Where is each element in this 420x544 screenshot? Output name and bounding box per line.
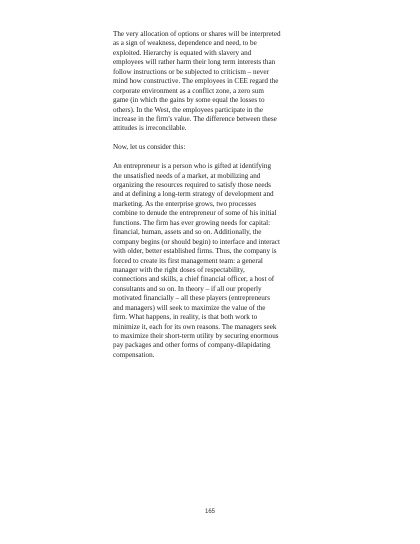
text-line: with older, better established firms. Thus, the company is bbox=[113, 247, 277, 256]
text-line: financial, human, assets and so on. Additionally, the bbox=[113, 228, 262, 237]
text-line: minimize it, each for its own reasons. The managers seek bbox=[113, 322, 277, 331]
text-line: consultants and so on. In theory – if all our properly bbox=[113, 284, 262, 293]
paragraph bbox=[113, 162, 310, 360]
paragraph bbox=[113, 30, 310, 134]
text-line: employees will rather harm their long term interests than bbox=[113, 58, 276, 67]
text-line: to maximize their short-term utility by securing enormous bbox=[113, 332, 279, 340]
text-line: compensation. bbox=[113, 350, 155, 359]
text-line: mind how constructive. The employees in CEE regard the bbox=[113, 77, 279, 86]
text-line: increase in the firm's value. The difference between these bbox=[113, 114, 277, 123]
text-line: The very allocation of options or shares will be interpreted bbox=[113, 30, 281, 38]
paragraph bbox=[113, 143, 310, 152]
text-line: company begins (or should begin) to interface and interact bbox=[113, 237, 280, 246]
text-line: and at defining a long-term strategy of development and bbox=[113, 190, 274, 199]
text-line: corporate environment as a conflict zone, a zero sum bbox=[113, 86, 264, 95]
text-line: game (in which the gains by some equal the losses to bbox=[113, 96, 265, 105]
text-line: functions. The firm has ever growing needs for capital: bbox=[113, 218, 271, 227]
text-line: firm. What happens, in reality, is that both work to bbox=[113, 313, 258, 322]
text-line: the unsatisfied needs of a market, at mobilizing and bbox=[113, 171, 261, 180]
text-line: pay packages and other forms of company-dilapidating bbox=[113, 341, 271, 350]
text-line: attitudes is irreconcilable. bbox=[113, 124, 187, 133]
text-line: manager with the right doses of respectability, bbox=[113, 265, 245, 274]
text-line: motivated financially – all these players (entrepreneurs bbox=[113, 294, 271, 303]
text-line: combine to denude the entrepreneur of some of his initial bbox=[113, 209, 277, 218]
text-line: marketing. As the enterprise grows, two processes bbox=[113, 199, 257, 208]
body-text bbox=[113, 30, 310, 360]
text-line: connections and skills, a chief financial officer, a host of bbox=[113, 275, 275, 284]
text-line: follow instructions or be subjected to criticism – never bbox=[113, 67, 269, 76]
page-number: 165 bbox=[204, 509, 215, 515]
text-line: Now, let us consider this: bbox=[113, 143, 186, 152]
text-line: and managers) will seek to maximize the value of the bbox=[113, 303, 266, 312]
text-line: as a sign of weakness, dependence and need, to be bbox=[113, 39, 257, 48]
text-line: forced to create its first management team: a general bbox=[113, 256, 263, 265]
text-line: exploited. Hierarchy is equated with slavery and bbox=[113, 48, 252, 57]
paragraph-spacer bbox=[113, 153, 310, 162]
text-line: An entrepreneur is a person who is gifted at identifying bbox=[113, 162, 272, 171]
text-line: others). In the West, the employees participate in the bbox=[113, 105, 263, 114]
text-line: organizing the resources required to satisfy those needs bbox=[113, 181, 271, 189]
paragraph-spacer bbox=[113, 134, 310, 143]
